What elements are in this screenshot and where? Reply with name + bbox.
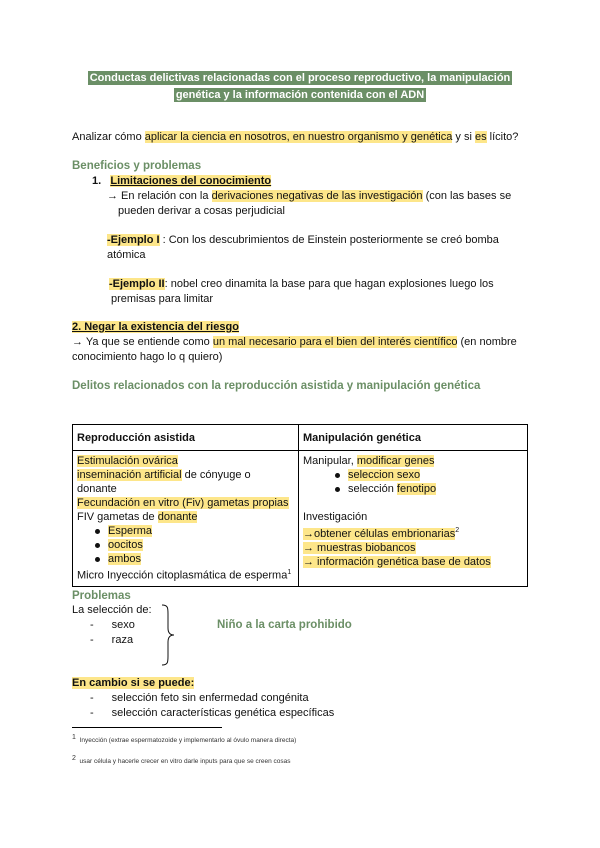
footnote-2 [72, 755, 291, 765]
title-line-2: genética y la información contenida con el ADN [175, 89, 425, 101]
item-1-number: 1. [92, 175, 102, 187]
repro-microinyeccion: Micro Inyección citoplasmática de esperma [77, 569, 288, 582]
list-item [77, 524, 294, 538]
limitaciones-line-2: pueden derivar a cosas perjudicial [118, 205, 285, 217]
problemas-intro: La selección de: [72, 604, 152, 616]
item-1-title: Limitaciones del conocimiento [110, 175, 272, 187]
ejemplo-1-line-2: atómica [107, 249, 146, 261]
ejemplo-1 [107, 234, 499, 246]
dash-marker: - [90, 707, 94, 719]
manip-sexo: seleccion sexo [348, 469, 421, 481]
footnote-ref-2: 2 [455, 527, 460, 534]
ejemplo-2-label: -Ejemplo II [109, 278, 165, 290]
manip-pre: Manipular, [303, 455, 357, 467]
ejemplo-2 [109, 278, 494, 290]
footnote-divider [72, 727, 222, 728]
table-row [73, 451, 528, 587]
manip-row-1 [303, 454, 523, 468]
cambio-item-2: selección características genética específicas [111, 707, 335, 719]
riesgo-pre: → Ya que se entiende como [72, 336, 213, 348]
list-item [77, 538, 294, 552]
table-header-row [73, 425, 528, 451]
problemas-heading: Problemas [72, 590, 131, 602]
table-header-manipulacion: Manipulación genética [299, 425, 528, 451]
footnote-1-text: Inyección (extrae espermatozoide y implementarlo al óvulo manera directa) [79, 737, 297, 745]
manip-biobancos: → muestras biobancos [303, 541, 416, 554]
repro-fecundacion: Fecundación en vitro (Fiv) gametas propias [77, 497, 289, 509]
problemas-raza: raza [111, 634, 134, 646]
repro-oocitos: oocitos [108, 539, 143, 551]
repro-ambos: ambos [108, 553, 142, 565]
intro-text-2: y si [452, 131, 475, 143]
table-cell-reproduccion [73, 451, 299, 587]
manip-datos: → información genética base de datos [303, 555, 491, 568]
riesgo-highlight: un mal necesario para el bien del interés científico [212, 336, 458, 348]
problemas-callout: Niño a la carta prohibido [217, 619, 352, 631]
footnote-1 [72, 734, 296, 744]
manip-investigacion: Investigación [303, 511, 368, 523]
delitos-heading: Delitos relacionados con la reproducción asistida y manipulación genética [72, 380, 481, 392]
manip-row-4 [303, 541, 523, 555]
limitaciones-post: (con las bases se [422, 190, 512, 202]
title-line-1: Conductas delictivas relacionadas con el proceso reproductivo, la manipulación [89, 72, 511, 84]
footnote-2-text: usar célula y hacerle crecer en vitro darle inputs para que se creen cosas [79, 758, 291, 766]
ejemplo-1-text: : Con los descubrimientos de Einstein posteriormente se creó bomba [159, 234, 499, 246]
limitaciones-highlight: derivaciones negativas de las investigación [211, 190, 423, 202]
limitaciones-pre: → En relación con la [107, 190, 212, 202]
spacer [303, 496, 523, 510]
problemas-sexo: sexo [111, 619, 135, 631]
intro-question [72, 131, 518, 143]
beneficios-heading: Beneficios y problemas [72, 160, 202, 172]
ejemplo-2-text: : nobel creo dinamita la base para que hagan explosiones luego los [164, 278, 494, 290]
ejemplo-2-line-2: premisas para limitar [111, 293, 214, 305]
bullet-icon [335, 473, 340, 478]
list-item [77, 552, 294, 566]
list-item [303, 468, 523, 482]
bullet-icon [95, 557, 100, 562]
table-header-reproduccion: Reproducción asistida [73, 425, 299, 451]
document-title [0, 70, 600, 104]
list-item [90, 707, 334, 719]
repro-row-3: donante [77, 483, 117, 495]
repro-fiv-donante: donante [157, 511, 198, 523]
footnote-2-number: 2 [72, 755, 76, 762]
manip-celulas: →obtener células embrionarias [303, 527, 456, 540]
repro-inseminacion: inseminación artificial [77, 469, 182, 481]
manip-row-3 [303, 524, 523, 541]
footnote-1-number: 1 [72, 734, 76, 741]
list-item [303, 482, 523, 496]
footnote-ref-1: 1 [287, 569, 292, 576]
dash-marker: - [90, 619, 94, 631]
repro-row-2 [77, 468, 294, 482]
intro-text-3: lícito? [486, 131, 519, 143]
repro-row-4 [77, 496, 294, 510]
intro-highlight-1: aplicar la ciencia en nosotros, en nuestro organismo y genética [144, 131, 453, 143]
riesgo-line-1 [72, 336, 517, 348]
delitos-table [72, 424, 528, 587]
riesgo-post: (en nombre [457, 336, 517, 348]
repro-estimulacion: Estimulación ovárica [77, 455, 178, 467]
repro-fiv-pre: FIV gametas de [77, 511, 158, 523]
bullet-icon [95, 543, 100, 548]
manip-modificar: modificar genes [356, 455, 435, 467]
bullet-icon [335, 487, 340, 492]
curly-brace-icon [160, 604, 176, 666]
cambio-heading: En cambio si se puede: [72, 677, 195, 689]
list-item [90, 619, 135, 631]
limitaciones-line-1 [107, 190, 511, 202]
repro-row-6 [77, 566, 294, 583]
dash-marker: - [90, 692, 94, 704]
riesgo-line-2: conocimiento hago lo q quiero) [72, 351, 223, 363]
ejemplo-1-label: -Ejemplo I [107, 234, 160, 246]
list-item [90, 634, 133, 646]
cambio-item-1: selección feto sin enfermedad congénita [111, 692, 309, 704]
table-cell-manipulacion [299, 451, 528, 587]
manip-row-5 [303, 555, 523, 569]
repro-inseminacion-post: de cónyuge o [181, 469, 251, 481]
intro-highlight-2: es [474, 131, 487, 143]
manip-seleccion: selección [348, 483, 397, 495]
repro-esperma: Esperma [108, 525, 153, 537]
beneficios-item-1 [92, 175, 271, 187]
manip-fenotipo: fenotipo [396, 483, 437, 495]
bullet-icon [95, 529, 100, 534]
repro-row-5 [77, 510, 294, 524]
riesgo-title: 2. Negar la existencia del riesgo [72, 321, 239, 333]
dash-marker: - [90, 634, 94, 646]
intro-text-1: Analizar cómo [72, 131, 145, 143]
repro-row-1 [77, 454, 294, 468]
list-item [90, 692, 309, 704]
